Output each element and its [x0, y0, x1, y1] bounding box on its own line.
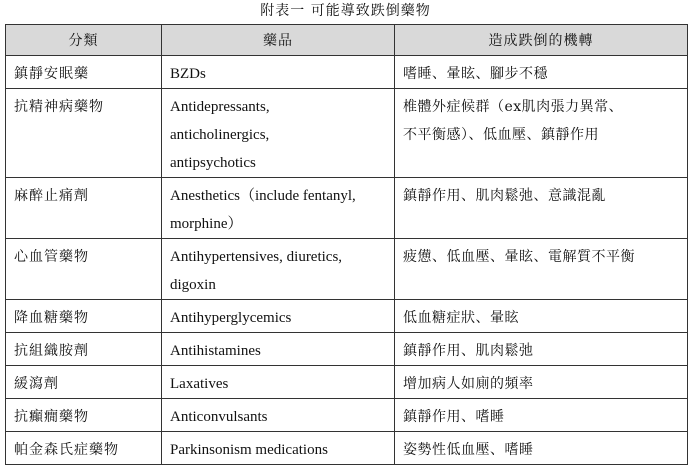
mechanism-cell [395, 432, 688, 465]
drug-line: antipsychotics [170, 155, 256, 171]
drug-cell [162, 56, 395, 89]
mechanism-line: 椎體外症候群（ex肌肉張力異常、 [403, 99, 624, 115]
category-cell: 心血管藥物 [6, 239, 162, 300]
header-mechanism: 造成跌倒的機轉 [395, 25, 688, 56]
table-header-row [6, 25, 688, 56]
category-cell: 降血糖藥物 [6, 300, 162, 333]
drug-line: Parkinsonism medications [170, 442, 328, 458]
drug-line: anticholinergics, [170, 127, 270, 143]
category-cell: 抗癲癇藥物 [6, 399, 162, 432]
mechanism-line: 增加病人如廁的頻率 [403, 376, 534, 392]
category-cell: 抗精神病藥物 [6, 89, 162, 178]
table-row [6, 366, 688, 399]
mechanism-line: 低血糖症狀、暈眩 [403, 310, 519, 326]
mechanism-line: 不平衡感）、低血壓、鎮靜作用 [403, 127, 599, 143]
drug-line: Antihistamines [170, 343, 261, 359]
drug-cell [162, 178, 395, 239]
mechanism-cell [395, 239, 688, 300]
table-title: 附表一 可能導致跌倒藥物 [260, 3, 431, 19]
mechanism-line: 鎮靜作用、肌肉鬆弛 [403, 343, 534, 359]
drug-cell [162, 432, 395, 465]
drug-line: Anesthetics（include fentanyl, [170, 188, 356, 204]
category-cell: 帕金森氏症藥物 [6, 432, 162, 465]
mechanism-line: 嗜睡、暈眩、腳步不穩 [403, 66, 548, 82]
table-row [6, 300, 688, 333]
drug-cell [162, 89, 395, 178]
mechanism-cell [395, 89, 688, 178]
drug-cell [162, 239, 395, 300]
drug-line: morphine） [170, 216, 243, 232]
drug-cell [162, 333, 395, 366]
mechanism-line: 姿勢性低血壓、嗜睡 [403, 442, 534, 458]
drug-cell [162, 399, 395, 432]
drug-line: Antihypertensives, diuretics, [170, 249, 343, 265]
category-cell: 麻醉止痛劑 [6, 178, 162, 239]
mechanism-line: 鎮靜作用、嗜睡 [403, 409, 505, 425]
drug-cell [162, 366, 395, 399]
mechanism-cell [395, 366, 688, 399]
mechanism-cell [395, 300, 688, 333]
mechanism-cell [395, 399, 688, 432]
mechanism-cell [395, 56, 688, 89]
mechanism-cell [395, 333, 688, 366]
drug-line: Antidepressants, [170, 99, 270, 115]
table-row [6, 178, 688, 239]
mechanism-cell [395, 178, 688, 239]
drug-line: Laxatives [170, 376, 229, 392]
header-category: 分類 [6, 25, 162, 56]
table-row [6, 432, 688, 465]
mechanism-line: 疲憊、低血壓、暈眩、電解質不平衡 [403, 249, 635, 265]
fall-risk-drug-table [5, 24, 688, 465]
table-row [6, 56, 688, 89]
table-row [6, 89, 688, 178]
table-row [6, 399, 688, 432]
drug-cell [162, 300, 395, 333]
table-row [6, 333, 688, 366]
drug-line: BZDs [170, 66, 206, 82]
drug-line: Anticonvulsants [170, 409, 268, 425]
drug-line: digoxin [170, 277, 216, 293]
table-row [6, 239, 688, 300]
mechanism-line: 鎮靜作用、肌肉鬆弛、意識混亂 [403, 188, 606, 204]
drug-line: Antihyperglycemics [170, 310, 292, 326]
category-cell: 鎮靜安眠藥 [6, 56, 162, 89]
header-drug: 藥品 [162, 25, 395, 56]
category-cell: 抗組織胺劑 [6, 333, 162, 366]
category-cell: 緩瀉劑 [6, 366, 162, 399]
